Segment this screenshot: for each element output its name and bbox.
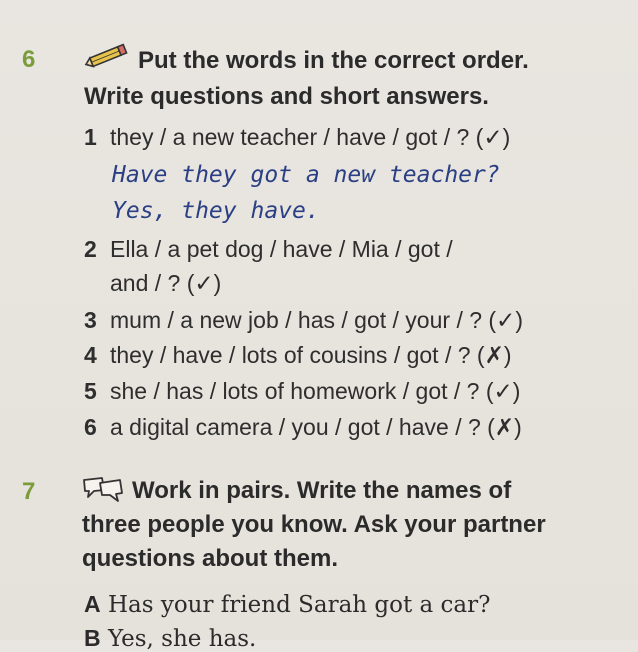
exercise-6-instruction-line2: Write questions and short answers.	[84, 83, 489, 110]
item-number: 3	[84, 307, 97, 333]
item-text: mum / a new job / has / got / your / ? (✓)	[110, 307, 523, 333]
speaker-label: B	[84, 625, 101, 651]
item-text: she / has / lots of homework / got / ? (✓)	[110, 378, 521, 404]
dialogue-line-a	[84, 591, 490, 618]
exercise-6-item-4	[84, 342, 512, 369]
exercise-6-item-2-continued	[84, 270, 221, 297]
handwritten-answer-line1: Have they got a new teacher?	[112, 162, 500, 188]
exercise-6-item-1	[84, 124, 510, 151]
item-text: they / have / lots of cousins / got / ? (✗)	[110, 342, 512, 368]
item-text: a digital camera / you / got / have / ? (✗)	[110, 414, 522, 440]
dialogue-line-b	[84, 625, 256, 652]
item-number: 5	[84, 378, 97, 404]
item-text: they / a new teacher / have / got / ? (✓)	[110, 124, 511, 150]
speaker-label: A	[84, 591, 101, 617]
handwritten-answer-line2: Yes, they have.	[112, 198, 320, 224]
exercise-6-item-3	[84, 307, 523, 334]
exercise-7-number: 7	[22, 478, 36, 505]
exercise-7-instruction-line1: Work in pairs. Write the names of	[132, 477, 512, 504]
exercise-6-item-5	[84, 378, 520, 405]
exercise-7-instruction-line3: questions about them.	[82, 545, 339, 572]
item-text-continued: and / ? (✓)	[110, 270, 222, 296]
item-number: 1	[84, 124, 97, 150]
exercise-6-item-6	[84, 414, 522, 441]
exercise-6-number: 6	[22, 46, 36, 73]
item-number: 4	[84, 342, 97, 368]
dialogue-text: Has your friend Sarah got a car?	[107, 592, 491, 618]
item-text: Ella / a pet dog / have / Mia / got /	[110, 236, 453, 262]
exercise-7-instruction-line2: three people you know. Ask your partner	[82, 511, 546, 538]
dialogue-text: Yes, she has.	[107, 626, 257, 652]
exercise-6-item-2	[84, 236, 453, 263]
item-number: 6	[84, 414, 97, 440]
item-number: 2	[84, 236, 97, 262]
exercise-6-instruction-line1: Put the words in the correct order.	[138, 47, 529, 74]
pencil-icon	[84, 42, 132, 73]
speech-bubbles-icon	[80, 474, 126, 509]
